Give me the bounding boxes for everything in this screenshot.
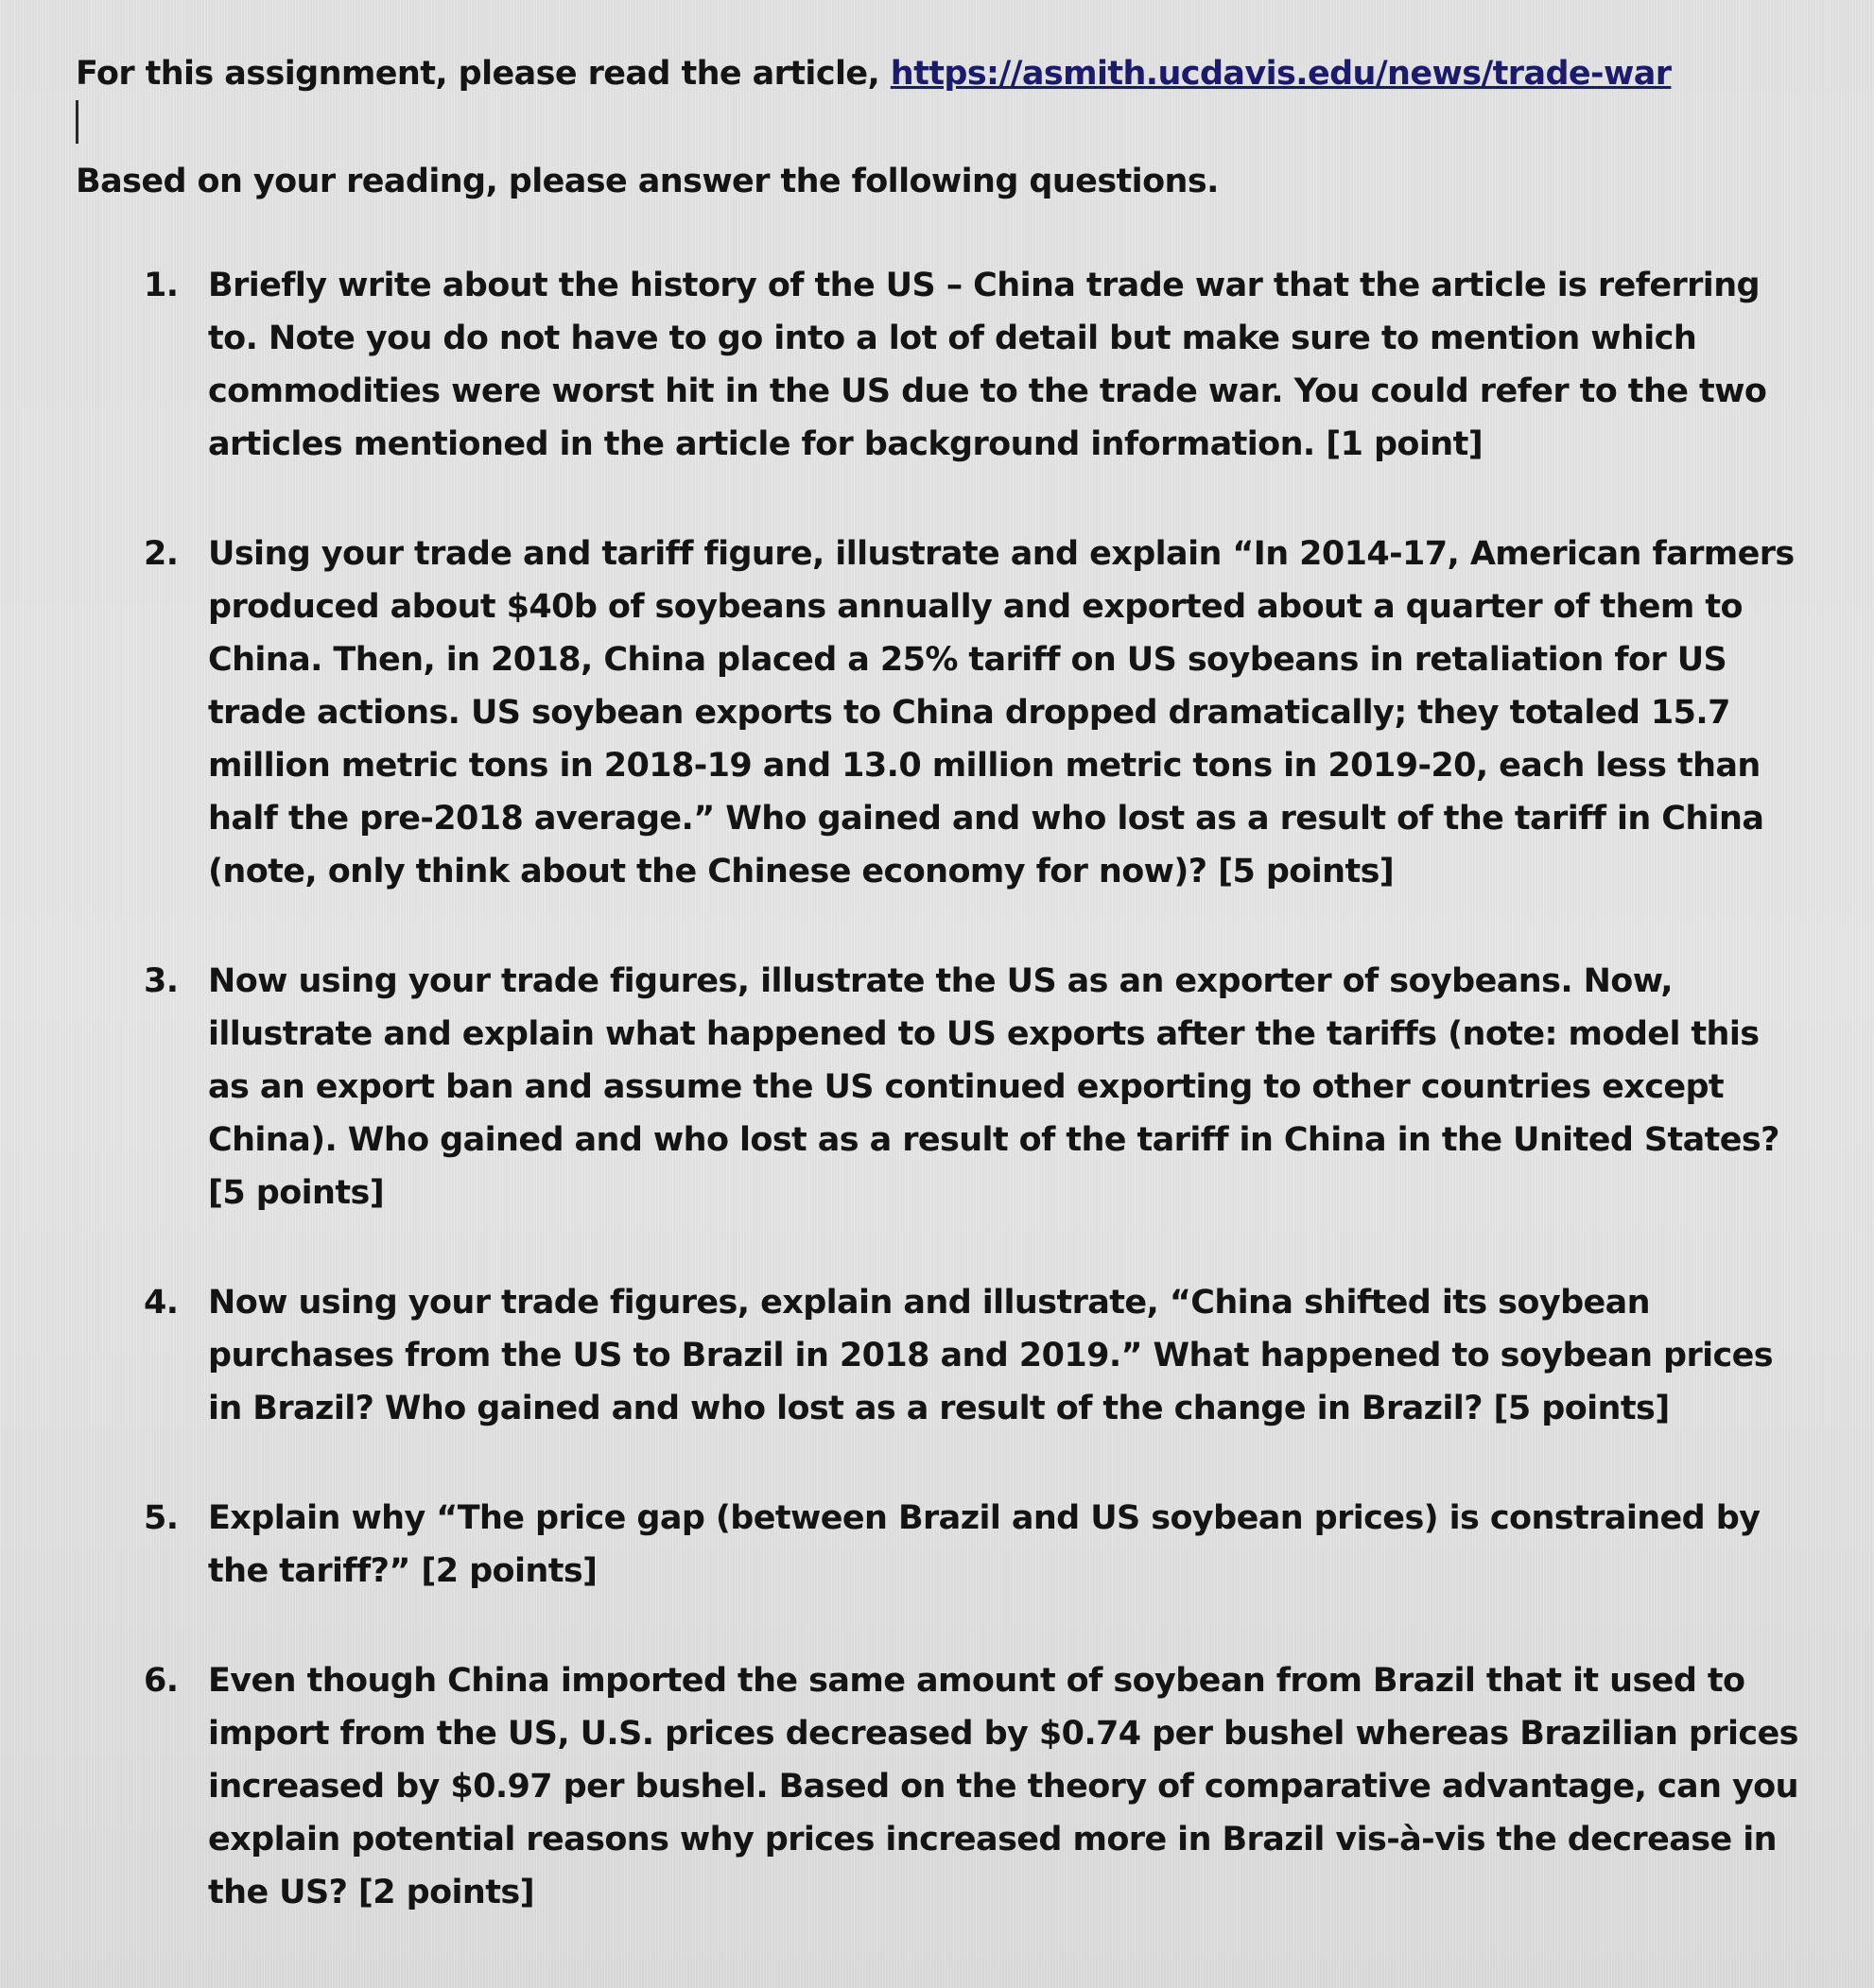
question-number: 3.: [144, 962, 179, 1000]
assignment-document: [76, 49, 1806, 1976]
intro-text: For this assignment, please read the article,: [76, 55, 891, 93]
question-number: 1.: [144, 267, 179, 304]
article-link[interactable]: https://asmith.ucdavis.edu/news/trade-war: [890, 55, 1672, 93]
question-item: [76, 955, 1806, 1219]
question-points: [2 points]: [421, 1552, 598, 1590]
question-points: [5 points]: [1493, 1390, 1670, 1427]
question-text: Briefly write about the history of the US – China trade war that the article is referring to. Note you do not have to go into a lot of detail but make sure to mention which commodities were worst hit in the US due to the trade war. You could refer to the two articles mentioned in the article for background information.: [208, 267, 1767, 463]
question-number: 4.: [144, 1284, 179, 1322]
intro-line: [76, 49, 1806, 98]
question-item: [76, 259, 1806, 471]
question-points: [5 points]: [1218, 853, 1395, 890]
instructions-heading: Based on your reading, please answer the following questions.: [76, 163, 1219, 200]
question-item: [76, 1492, 1806, 1598]
question-text: Now using your trade figures, illustrate the US as an exporter of soybeans. Now, illustrate and explain what happened to US exports after the tariffs (note: model this as an export ban and assume the US continued exporting to other countries except China). Who gained and who lost as a result of the tariff in China in the United States?: [208, 962, 1779, 1159]
question-points: [2 points]: [357, 1874, 535, 1911]
question-text: Now using your trade figures, explain and illustrate, “China shifted its soybean purchases from the US to Brazil in 2018 and 2019.” What happened to soybean prices in Brazil? Who gained and who lost as a result of the change in Brazil?: [208, 1284, 1774, 1427]
question-list: [76, 259, 1806, 1919]
question-text: Explain why “The price gap (between Brazil and US soybean prices) is constrained by the tariff?”: [208, 1499, 1761, 1590]
question-points: [1 point]: [1326, 425, 1484, 463]
question-item: [76, 1276, 1806, 1435]
text-cursor: [76, 100, 78, 144]
question-number: 5.: [144, 1499, 179, 1537]
question-number: 2.: [144, 535, 179, 573]
question-points: [5 points]: [208, 1174, 385, 1212]
question-item: [76, 1654, 1806, 1919]
question-item: [76, 527, 1806, 898]
question-text: Even though China imported the same amount of soybean from Brazil that it used to import from the US, U.S. prices decreased by $0.74 per bushel whereas Brazilian prices increased by $0.97 per bushel. Based on the theory of comparative advantage, can you explain potential reasons why prices increased more in Brazil vis-à-vis the decrease in the US?: [208, 1662, 1798, 1911]
question-number: 6.: [144, 1662, 179, 1700]
question-text: Using your trade and tariff figure, illustrate and explain “In 2014-17, American farmers produced about $40b of soybeans annually and exported about a quarter of them to China. Then, in 2018, China placed a 25% tariff on US soybeans in retaliation for US trade actions. US soybean exports to China dropped dramatically; they totaled 15.7 million metric tons in 2018-19 and 13.0 million metric tons in 2019-20, each less than half the pre-2018 average.” Who gained and who lost as a result of the tariff in China (note, only think about the Chinese economy for now)?: [208, 535, 1795, 890]
